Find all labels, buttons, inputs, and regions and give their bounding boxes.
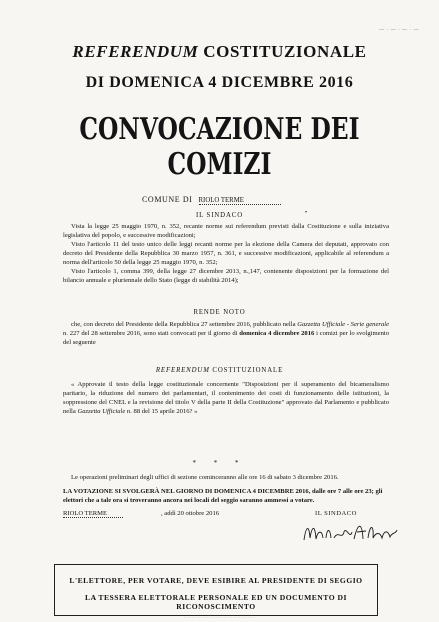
il-sindaco-heading: IL SINDACO [195, 212, 244, 219]
referendum-heading-rest: COSTITUZIONALE [209, 367, 284, 374]
stars-divider: * * * [192, 459, 247, 467]
quesito-part2: n. 88 del 15 aprile 2016? » [125, 408, 198, 415]
rende-noto-part3: i comizi per lo svolgimento del seguente [63, 330, 389, 346]
operazioni-text: Le operazioni preliminari degli uffici di sezione cominceranno alle ore 16 di sabato 3 dicembre 2016. [71, 474, 339, 481]
referendum-heading [0, 367, 439, 374]
rende-noto-block [63, 320, 389, 347]
printer-imprint: · · · · · · · · · · · · · · · · · · · · · · · · · · · · · · · · · · [183, 616, 256, 620]
notice-line-1: L'ELETTORE, PER VOTARE, DEVE ESIBIRE AL PRESIDENTE DI SEGGIO [69, 576, 363, 585]
referendum-word: REFERENDUM [72, 42, 199, 61]
sign-date: , addì 20 ottobre 2016 [161, 510, 220, 517]
comune-value: RIOLO TERME [199, 197, 281, 205]
pen-mark: • [305, 210, 308, 216]
quesito-block [63, 380, 389, 416]
quesito-gazzetta: Gazzetta Ufficiale [77, 408, 126, 415]
quesito-text [63, 380, 389, 416]
rende-noto-part2: n. 227 del 28 settembre 2016, sono stati convocati per il giorno di [63, 330, 240, 337]
comune-line [142, 195, 281, 205]
handwritten-signature [300, 518, 400, 546]
referendum-heading-italic: REFERENDUM [155, 367, 210, 374]
corner-stamp: — · — · — · — [379, 27, 419, 33]
gazzetta-name: Gazzetta Ufficiale - Serie generale [297, 321, 390, 328]
sindaco-label: IL SINDACO [315, 510, 357, 517]
operazioni-block [63, 473, 389, 482]
sign-place: RIOLO TERME [63, 510, 123, 518]
votazione-text: LA VOTAZIONE SI SVOLGERÀ NEL GIORNO DI DOMENICA 4 DICEMBRE 2016, dalle ore 7 alle ore 23; gli elettori che a tale ora si troveranno ancora nei locali del seggio saranno ammessi a votare. [63, 488, 383, 504]
premise-1: Vista la legge 25 maggio 1970, n. 352, recante norme sui referendum previsti dalla Costituzione e sulla iniziativa legislativa del popolo, e successive modificazioni; [63, 223, 389, 239]
rende-noto-part1: che, con decreto del Presidente della Repubblica 27 settembre 2016, pubblicato nella [71, 321, 298, 328]
referendum-title [0, 42, 439, 62]
premises-block [63, 222, 389, 285]
premise-3: Visto l'articolo 1, comma 399, della legge 27 dicembre 2013, n.,147, contenente disposizioni per la formazione del bilancio annuale e pluriennale dello Stato (legge di stabilità 2014); [63, 268, 389, 284]
referendum-date-line: DI DOMENICA 4 DICEMBRE 2016 [85, 74, 354, 91]
voter-notice-box [54, 564, 378, 616]
comune-label: COMUNE DI [142, 195, 193, 204]
vote-date-bold: domenica 4 dicembre 2016 [239, 330, 315, 337]
notice-line-2: LA TESSERA ELETTORALE PERSONALE ED UN DOCUMENTO DI RICONOSCIMENTO [85, 593, 347, 611]
costituzionale-word: COSTITUZIONALE [203, 42, 367, 61]
page-title: CONVOCAZIONE DEI COMIZI [79, 112, 360, 182]
quesito-part1: « Approvate il testo della legge costituzionale concernente "Disposizioni per il superamento del bicameralismo paritario, la riduzione del numero dei parlamentari, il contenimento dei costi di funzionamento delle istituzioni, la soppressione del CNEL e la revisione del titolo V della parte II della Costituzione" approvato dal Parlamento e pubblicato nella [63, 381, 389, 415]
rende-noto-heading: RENDE NOTO [193, 309, 246, 316]
premise-2: Visto l'articolo 11 del testo unico delle leggi recanti norme per la elezione della Camera dei deputati, approvato con decreto del Presidente della Repubblica 30 marzo 1957, n. 361, e successive modificazioni, applicabile al referendum a norma dell'articolo 50 della legge 25 maggio 1970, n. 352; [63, 241, 389, 266]
rende-noto-text [63, 320, 389, 347]
